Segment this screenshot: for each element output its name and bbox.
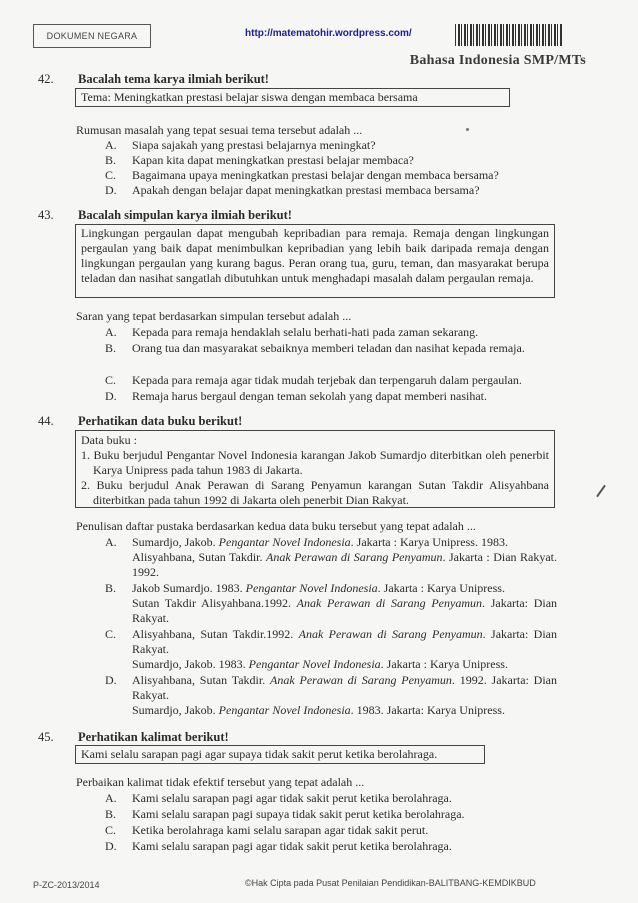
footer-copyright: ©Hak Cipta pada Pusat Penilaian Pendidikan-BALITBANG-KEMDIKBUD <box>245 878 536 888</box>
option-d[interactable]: D. Apakah dengan belajar dapat meningkatkan prestasi membaca bersama? <box>105 183 480 197</box>
book-data-title: Data buku : <box>81 433 137 447</box>
option-d[interactable]: D. Alisyahbana, Sutan Takdir. Anak Perawan di Sarang Penyamun. 1992. Jakarta: Dian Rakyat. Sumardjo, Jakob. Pengantar Novel Indonesia. 1983. Jakarta: Karya Unipress. <box>105 673 557 717</box>
option-b[interactable]: B. Jakob Sumardjo. 1983. Pengantar Novel Indonesia. Jakarta : Karya Unipress. Sutan Takdir Alisyahbana.1992. Anak Perawan di Sarang Penyamun. Jakarta: Dian Rakyat. <box>105 581 558 625</box>
book-data-item-2: 2. Buku berjudul Anak Perawan di Sarang Penyamun karangan Sutan Takdir Alisyahbana diterbitkan pada tahun 1992 di Jakarta oleh penerbit Dian Rakyat. <box>81 478 549 507</box>
option-c[interactable]: C. Ketika berolahraga kami selalu sarapan agar tidak sakit perut. <box>105 823 429 837</box>
subject-title: Bahasa Indonesia SMP/MTs <box>409 53 586 68</box>
question-number: 45. <box>38 730 54 744</box>
option-b[interactable]: B. Orang tua dan masyarakat sebaiknya memberi teladan dan nasihat kepada remaja. <box>105 341 525 355</box>
question-number: 42. <box>38 72 54 86</box>
pen-mark <box>596 485 606 498</box>
question-heading: Perhatikan kalimat berikut! <box>78 730 229 744</box>
question-number: 44. <box>38 414 54 428</box>
barcode-icon <box>455 24 563 46</box>
option-b[interactable]: B. Kapan kita dapat meningkatkan prestasi belajar membaca? <box>105 153 414 167</box>
book-data-box <box>75 430 555 508</box>
question-prompt: Saran yang tepat berdasarkan simpulan tersebut adalah ... <box>76 309 352 323</box>
option-a[interactable]: A. Sumardjo, Jakob. Pengantar Novel Indonesia. Jakarta : Karya Unipress. 1983. Alisyahbana, Sutan Takdir. Anak Perawan di Sarang Penyamun. Jakarta : Dian Rakyat. 1992. <box>105 535 557 579</box>
option-c[interactable]: C. Kepada para remaja agar tidak mudah terjebak dan terpengaruh dalam pergaulan. <box>105 373 522 387</box>
document-stamp: DOKUMEN NEGARA <box>33 24 151 48</box>
question-prompt: Perbaikan kalimat tidak efektif tersebut yang tepat adalah ... <box>76 775 365 789</box>
option-c[interactable]: C. Alisyahbana, Sutan Takdir.1992. Anak Perawan di Sarang Penyamun. Jakarta: Dian Rakyat. Sumardjo, Jakob. 1983. Pengantar Novel Indonesia. Jakarta : Karya Unipress. <box>105 627 558 671</box>
footer-code: P-ZC-2013/2014 <box>33 880 100 890</box>
option-a[interactable]: A. Siapa sajakah yang prestasi belajarnya meningkat? <box>105 138 376 152</box>
conclusion-box: Lingkungan pergaulan dapat mengubah kepribadian para remaja. Remaja dengan lingkungan pergaulan yang baik dapat menimbulkan kepribadian yang lebih baik daripada remaja dengan lingkungan pergaulan yang kurang bagus. Peran orang tua, guru, teman, dan masyarakat berupa teladan dan nasihat sangatlah dibutuhkan untuk menghadapi masalah dalam pergaulan remaja. <box>75 224 555 298</box>
book-data-item-1: 1. Buku berjudul Pengantar Novel Indonesia karangan Jakob Sumardjo diterbitkan oleh penerbit Karya Unipress pada tahun 1983 di Jakarta. <box>81 448 549 477</box>
option-b[interactable]: B. Kami selalu sarapan pagi supaya tidak sakit perut ketika berolahraga. <box>105 807 465 821</box>
question-heading: Bacalah tema karya ilmiah berikut! <box>78 72 269 86</box>
question-heading: Bacalah simpulan karya ilmiah berikut! <box>78 208 292 222</box>
option-d[interactable]: D. Remaja harus bergaul dengan teman sekolah yang dapat memberi nasihat. <box>105 389 487 403</box>
source-url[interactable]: http://matematohir.wordpress.com/ <box>245 28 412 39</box>
option-c[interactable]: C. Bagaimana upaya meningkatkan prestasi belajar dengan membaca bersama? <box>105 168 499 182</box>
theme-box: Tema: Meningkatkan prestasi belajar siswa dengan membaca bersama <box>75 88 510 107</box>
question-number: 43. <box>38 208 54 222</box>
option-a[interactable]: A. Kepada para remaja hendaklah selalu berhati-hati pada zaman sekarang. <box>105 325 479 339</box>
question-prompt: Penulisan daftar pustaka berdasarkan kedua data buku tersebut yang tepat adalah ... <box>76 519 476 533</box>
option-d[interactable]: D. Kami selalu sarapan pagi agar tidak sakit perut ketika berolahraga. <box>105 839 452 853</box>
question-heading: Perhatikan data buku berikut! <box>78 414 243 428</box>
sentence-box: Kami selalu sarapan pagi agar supaya tidak sakit perut ketika berolahraga. <box>75 745 485 764</box>
option-a[interactable]: A. Kami selalu sarapan pagi agar tidak sakit perut ketika berolahraga. <box>105 791 452 805</box>
question-prompt: Rumusan masalah yang tepat sesuai tema tersebut adalah ... <box>76 123 363 137</box>
scan-dot <box>466 128 469 131</box>
